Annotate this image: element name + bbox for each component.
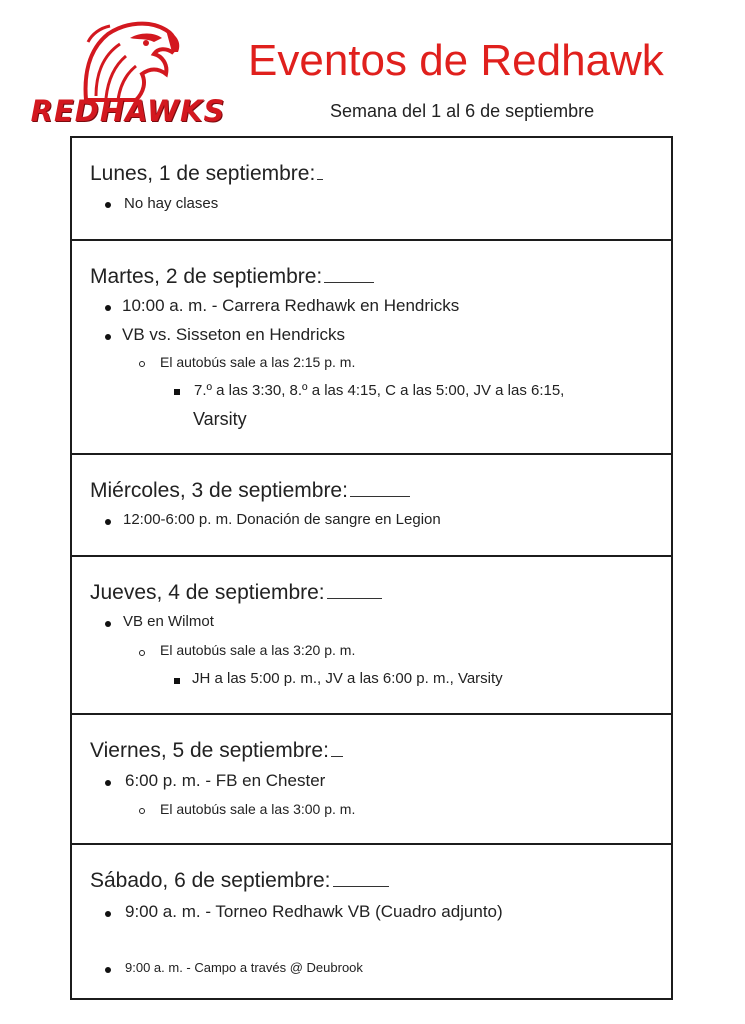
list-item: 10:00 a. m. - Carrera Redhawk en Hendricks: [122, 296, 460, 315]
bullet-dot: [105, 911, 111, 917]
redhawk-head-icon: [26, 16, 226, 106]
list-item: VB en Wilmot: [123, 613, 214, 630]
bullet-dot: [105, 202, 111, 208]
list-item-continued: Varsity: [193, 409, 247, 429]
bullet-dot: [105, 621, 111, 627]
day-title: Sábado, 6 de septiembre:: [90, 869, 389, 893]
day-title: Martes, 2 de septiembre:: [90, 265, 374, 289]
schedule-table: [70, 136, 673, 1000]
day-monday: [72, 138, 671, 241]
list-item: VB vs. Sisseton en Hendricks: [122, 325, 345, 344]
list-item: El autobús sale a las 2:15 p. m.: [160, 354, 356, 370]
day-title: Miércoles, 3 de septiembre:: [90, 479, 410, 503]
logo-text: REDHAWKS: [30, 94, 226, 128]
list-item: JH a las 5:00 p. m., JV a las 6:00 p. m., Varsity: [192, 670, 503, 687]
bullet-circle: [139, 808, 145, 814]
page-title: Eventos de Redhawk: [248, 36, 664, 85]
list-item: 7.º a las 3:30, 8.º a las 4:15, C a las 5:00, JV a las 6:15,: [194, 382, 565, 399]
day-wednesday: [72, 455, 671, 557]
list-item: 9:00 a. m. - Torneo Redhawk VB (Cuadro adjunto): [125, 902, 503, 921]
bullet-square: [174, 389, 180, 395]
list-item: El autobús sale a las 3:20 p. m.: [160, 642, 356, 658]
day-title: Jueves, 4 de septiembre:: [90, 581, 382, 605]
day-friday: [72, 715, 671, 845]
bullet-square: [174, 678, 180, 684]
bullet-dot: [105, 519, 111, 525]
page-subtitle: Semana del 1 al 6 de septiembre: [330, 101, 595, 121]
bullet-circle: [139, 361, 145, 367]
list-item: 12:00-6:00 p. m. Donación de sangre en Legion: [123, 511, 441, 528]
list-item: 9:00 a. m. - Campo a través @ Deubrook: [125, 960, 363, 975]
list-item: El autobús sale a las 3:00 p. m.: [160, 801, 356, 817]
day-thursday: [72, 557, 671, 715]
bullet-circle: [139, 650, 145, 656]
bullet-dot: [105, 334, 111, 340]
bullet-dot: [105, 967, 111, 973]
day-tuesday: [72, 241, 671, 455]
day-title: Lunes, 1 de septiembre:: [90, 162, 323, 186]
list-item: No hay clases: [124, 195, 219, 212]
day-saturday: [72, 845, 671, 1002]
redhawks-logo: [26, 16, 226, 128]
bullet-dot: [105, 305, 111, 311]
bullet-dot: [105, 780, 111, 786]
day-title: Viernes, 5 de septiembre:: [90, 739, 343, 763]
list-item: 6:00 p. m. - FB en Chester: [125, 771, 326, 790]
